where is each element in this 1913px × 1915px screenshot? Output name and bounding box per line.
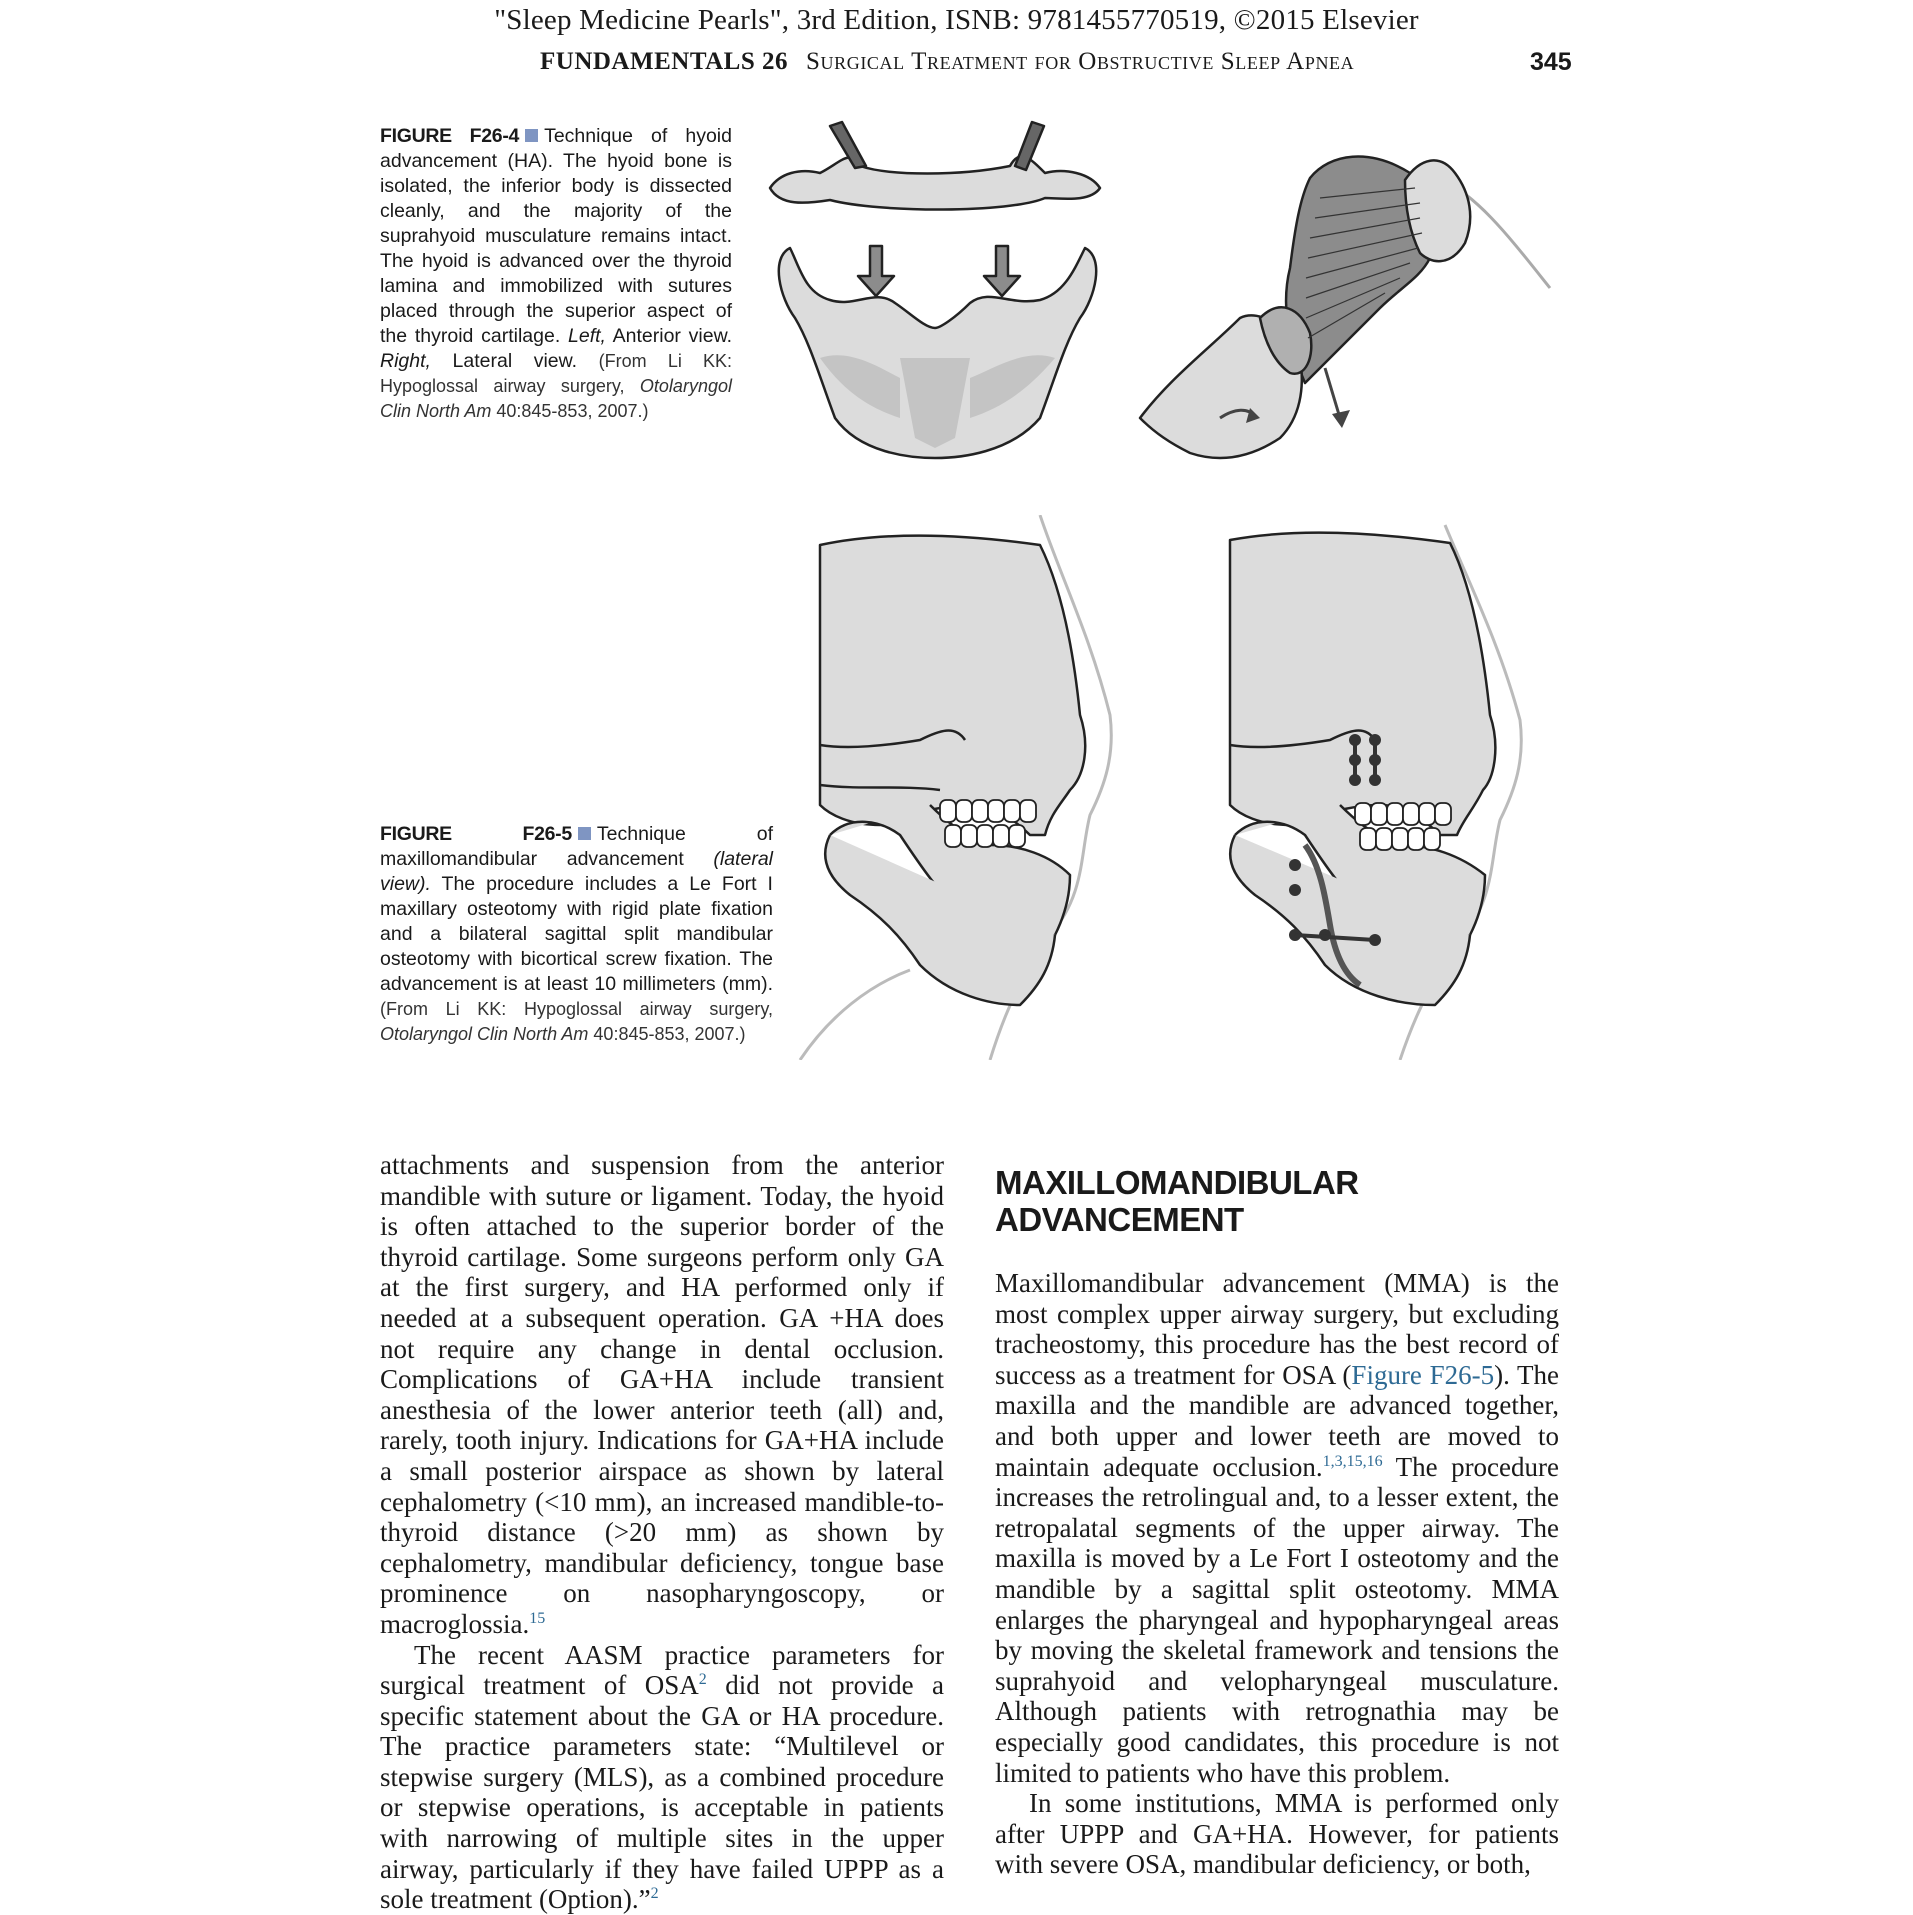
- figure-link[interactable]: Figure F26-5: [1351, 1359, 1495, 1390]
- caption-right-text: Lateral view.: [452, 350, 578, 372]
- caption-marker-icon: [525, 129, 538, 142]
- reference-marker[interactable]: 15: [529, 1609, 546, 1627]
- caption-source: (From Li KK: Hypoglossal airway surgery, Otolaryngol Clin North Am 40:845-853, 2007.): [380, 351, 732, 421]
- figure-f26-4-caption: [380, 124, 732, 424]
- caption-left-text: Anterior view.: [612, 325, 732, 347]
- caption-text-a: Technique of maxillomandibular advancement: [380, 823, 773, 870]
- section-heading: MAXILLOMANDIBULAR ADVANCEMENT: [995, 1164, 1359, 1238]
- body-paragraph: attachments and suspension from the anterior mandible with suture or ligament. Today, the hyoid is often attached to the superior border of the thyroid cartilage. Some surgeons perform only GA at the first surgery, and HA performed only if needed at a subsequent operation. GA +HA does not require any change in dental occlusion. Complications of GA+HA include transient anesthesia of the lower anterior teeth (all) and, rarely, tooth injury. Indications for GA+HA include a small posterior airspace as shown by lateral cephalometry (<10 mm), an increased mandible-to-thyroid distance (>20 mm) as shown by cephalometry, mandibular deficiency, tongue base prominence on nasopharyngoscopy, or macroglossia.$^{15}$: [380, 1150, 944, 1639]
- reference-marker[interactable]: 1,3,15,16: [1322, 1452, 1383, 1470]
- caption-right-word: Right,: [380, 350, 431, 372]
- left-text-column: [380, 1150, 944, 1915]
- hyoid-anterior-illustration: [760, 118, 1120, 463]
- right-text-column: [995, 1268, 1559, 1880]
- chapter-title: Surgical Treatment for Obstructive Sleep Apnea: [806, 48, 1355, 75]
- caption-text: Technique of hyoid advancement (HA). The hyoid bone is isolated, the inferior body is dissected cleanly, and the majority of the suprahyoid musculature remains intact. The hyoid is advanced over the thyroid lamina and immobilized with sutures placed through the superior aspect of the thyroid cartilage.: [380, 125, 732, 347]
- running-header: [540, 48, 1354, 76]
- reference-marker[interactable]: 2: [650, 1885, 659, 1903]
- hyoid-lateral-illustration: [1130, 118, 1560, 463]
- skull-postop-illustration: [1195, 515, 1565, 1060]
- reference-marker[interactable]: 2: [698, 1671, 707, 1689]
- page-number: 345: [1530, 48, 1572, 76]
- body-paragraph: Maxillomandibular advancement (MMA) is the most complex upper airway surgery, but excluding tracheostomy, this procedure has the best record of success as a treatment for OSA (Figure F26-5). The maxilla and the mandible are advanced together, and both upper and lower teeth are moved to maintain adequate occlusion.$^{1,3,15,16}$ The procedure increases the retrolingual and, to a lesser extent, the retropalatal segments of the upper airway. The maxilla is moved by a Le Fort I osteotomy and the mandible by a sagittal split osteotomy. MMA enlarges the pharyngeal and hypopharyngeal areas by moving the skeletal framework and tensions the suprahyoid and velopharyngeal musculature. Although patients with retrognathia may be especially good candidates, this procedure is not limited to patients who have this problem.: [995, 1268, 1560, 1788]
- figure-label: FIGURE F26-4: [380, 125, 520, 147]
- caption-source: (From Li KK: Hypoglossal airway surgery, Otolaryngol Clin North Am 40:845-853, 2007.): [380, 999, 773, 1044]
- chapter-label: FUNDAMENTALS 26: [540, 48, 789, 75]
- book-reference: "Sleep Medicine Pearls", 3rd Edition, ISNB: 9781455770519, ©2015 Elsevier: [494, 4, 1419, 36]
- body-paragraph: The recent AASM practice parameters for surgical treatment of OSA$^2$ did not provide a specific statement about the GA or HA procedure. The practice parameters state: “Multilevel or stepwise surgery (MLS), as a combined procedure or stepwise operations, is acceptable in patients with narrowing of multiple sites in the upper airway, particularly if they have failed UPPP as a sole treatment (Option).”$^2$: [380, 1639, 945, 1915]
- figure-label: FIGURE F26-5: [380, 823, 572, 845]
- body-paragraph: In some institutions, MMA is performed only after UPPP and GA+HA. However, for patients with severe OSA, mandibular deficiency, or both,: [995, 1788, 1559, 1880]
- caption-italic: (lateral view).: [380, 848, 773, 895]
- figure-f26-5-caption: [380, 822, 773, 1047]
- skull-preop-illustration: [790, 515, 1140, 1060]
- caption-marker-icon: [578, 827, 591, 840]
- caption-text-b: The procedure includes a Le Fort I maxillary osteotomy with rigid plate fixation and a bilateral sagittal split mandibular osteotomy with bicortical screw fixation. The advancement is at least 10 millimeters (mm).: [380, 873, 773, 995]
- caption-left-word: Left,: [568, 325, 606, 347]
